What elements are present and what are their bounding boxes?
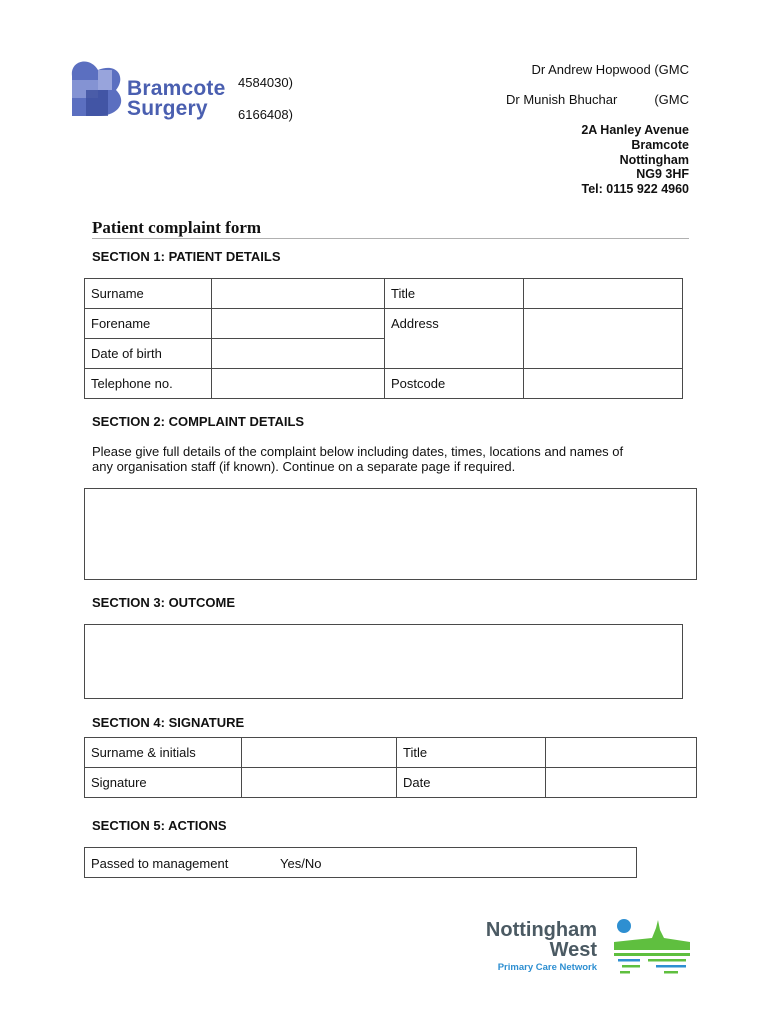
yes-no-option[interactable]: Yes/No — [280, 856, 322, 871]
doctor-1: Dr Andrew Hopwood (GMC — [531, 62, 689, 77]
title-divider — [92, 238, 689, 239]
signature-title-label: Title — [397, 738, 546, 768]
postcode-label: Postcode — [385, 369, 524, 399]
telephone-field[interactable] — [212, 369, 385, 399]
complaint-instructions — [92, 444, 692, 474]
patient-details-table — [84, 278, 683, 399]
signature-field[interactable] — [242, 768, 397, 798]
outcome-box[interactable] — [84, 624, 683, 699]
gmc-number-2: 6166408) — [238, 107, 293, 122]
forename-label: Forename — [85, 309, 212, 339]
dob-field[interactable] — [212, 339, 385, 369]
heart-logo-icon — [70, 58, 126, 118]
title-field[interactable] — [524, 279, 683, 309]
surgery-address — [581, 123, 689, 197]
surname-initials-field[interactable] — [242, 738, 397, 768]
pcn-logo-line-1: Nottingham — [485, 919, 597, 941]
surname-initials-label: Surname & initials — [85, 738, 242, 768]
postcode-field[interactable] — [524, 369, 683, 399]
address-label: Address — [385, 309, 524, 369]
section-3-heading: SECTION 3: OUTCOME — [92, 595, 236, 610]
pcn-logo-line-2: West — [549, 939, 597, 961]
section-1-heading: SECTION 1: PATIENT DETAILS — [92, 249, 281, 264]
section-5-heading: SECTION 5: ACTIONS — [92, 818, 227, 833]
section-4-heading: SECTION 4: SIGNATURE — [92, 715, 245, 730]
surname-field[interactable] — [212, 279, 385, 309]
telephone-label: Telephone no. — [85, 369, 212, 399]
date-label: Date — [397, 768, 546, 798]
address-telephone: Tel: 0115 922 4960 — [581, 182, 689, 197]
address-town: Bramcote — [631, 137, 689, 152]
pcn-landscape-icon — [612, 916, 692, 978]
address-street: 2A Hanley Avenue — [581, 123, 689, 137]
signature-table — [84, 737, 697, 798]
dob-label: Date of birth — [85, 339, 212, 369]
logo-line-1: Bramcote — [127, 77, 226, 100]
date-field[interactable] — [546, 768, 697, 798]
gmc-number-1: 4584030) — [238, 75, 293, 90]
surname-label: Surname — [85, 279, 212, 309]
doctor-2-gmc: (GMC — [654, 92, 689, 107]
address-postcode: NG9 3HF — [636, 167, 689, 182]
doctor-2: Dr Munish Bhuchar — [506, 92, 618, 107]
title-label: Title — [385, 279, 524, 309]
logo-line-2: Surgery — [127, 97, 208, 120]
signature-label: Signature — [85, 768, 242, 798]
form-title: Patient complaint form — [92, 218, 262, 237]
nottingham-west-pcn-logo — [462, 916, 692, 978]
address-field[interactable] — [524, 309, 683, 369]
forename-field[interactable] — [212, 309, 385, 339]
instructions-line-2: any organisation staff (if known). Continue on a separate page if required. — [92, 459, 516, 474]
pcn-logo-tagline: Primary Care Network — [497, 962, 597, 973]
bramcote-surgery-logo — [70, 58, 230, 120]
signature-title-field[interactable] — [546, 738, 697, 768]
actions-box — [84, 847, 637, 878]
instructions-line-1: Please give full details of the complaint below including dates, times, locations and names of — [92, 444, 624, 459]
address-city: Nottingham — [619, 152, 689, 167]
section-2-heading: SECTION 2: COMPLAINT DETAILS — [92, 414, 305, 429]
passed-to-management-label: Passed to management — [91, 856, 229, 871]
complaint-details-box[interactable] — [84, 488, 697, 580]
